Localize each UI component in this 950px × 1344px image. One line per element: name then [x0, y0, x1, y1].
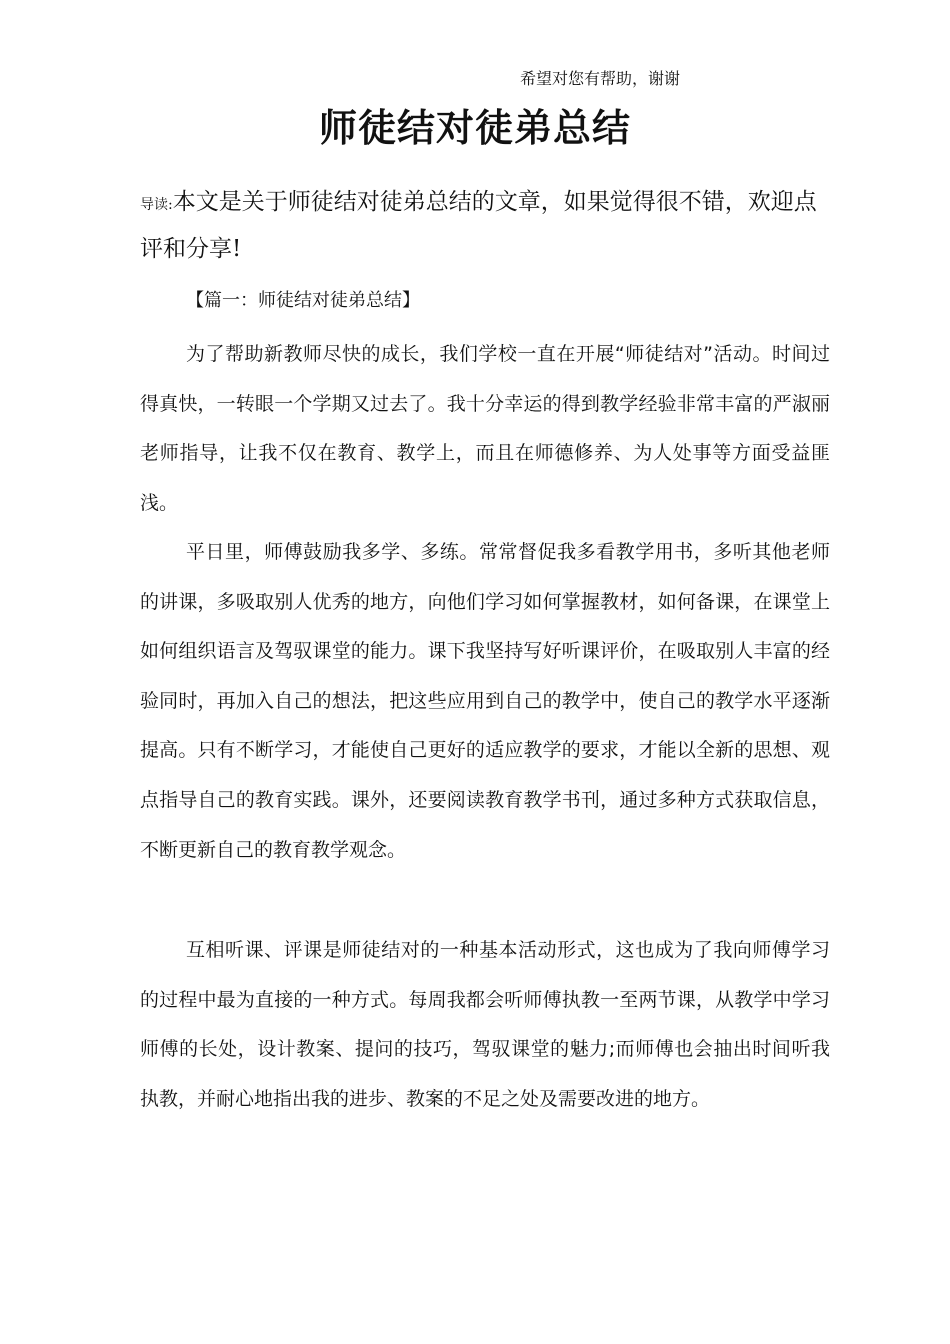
intro-label: 导读: — [140, 197, 173, 213]
intro-paragraph — [140, 180, 830, 271]
document-title: 师徒结对徒弟总结 — [318, 106, 631, 150]
body-paragraph-1: 为了帮助新教师尽快的成长，我们学校一直在开展“师徒结对”活动。时间过得真快，一转眼一个学期又过去了。我十分幸运的得到教学经验非常丰富的严淑丽老师指导，让我不仅在教育、教学上，而且在师德修养、为人处事等方面受益匪浅。 — [140, 343, 830, 514]
body-paragraph-3: 互相听课、评课是师徒结对的一种基本活动形式，这也成为了我向师傅学习的过程中最为直接的一种方式。每周我都会听师傅执教一至两节课，从教学中学习师傅的长处，设计教案、提问的技巧，驾驭课堂的魅力;而师傅也会抽出时间听我执教，并耐心地指出我的进步、教案的不足之处及需要改进的地方。 — [140, 939, 830, 1110]
header-note: 希望对您有帮助，谢谢 — [520, 69, 681, 88]
intro-text: 本文是关于师徒结对徒弟总结的文章，如果觉得很不错，欢迎点评和分享! — [140, 189, 817, 262]
section-heading: 【篇一：师徒结对徒弟总结】 — [186, 290, 420, 311]
body-paragraph-2: 平日里，师傅鼓励我多学、多练。常常督促我多看教学用书，多听其他老师的讲课，多吸取别人优秀的地方，向他们学习如何掌握教材，如何备课，在课堂上如何组织语言及驾驭课堂的能力。课下我坚持写好听课评价，在吸取别人丰富的经验同时，再加入自己的想法，把这些应用到自己的教学中，使自己的教学水平逐渐提高。只有不断学习，才能使自己更好的适应教学的要求，才能以全新的思想、观点指导自己的教育实践。课外，还要阅读教育教学书刊，通过多种方式获取信息，不断更新自己的教育教学观念。 — [140, 541, 830, 861]
